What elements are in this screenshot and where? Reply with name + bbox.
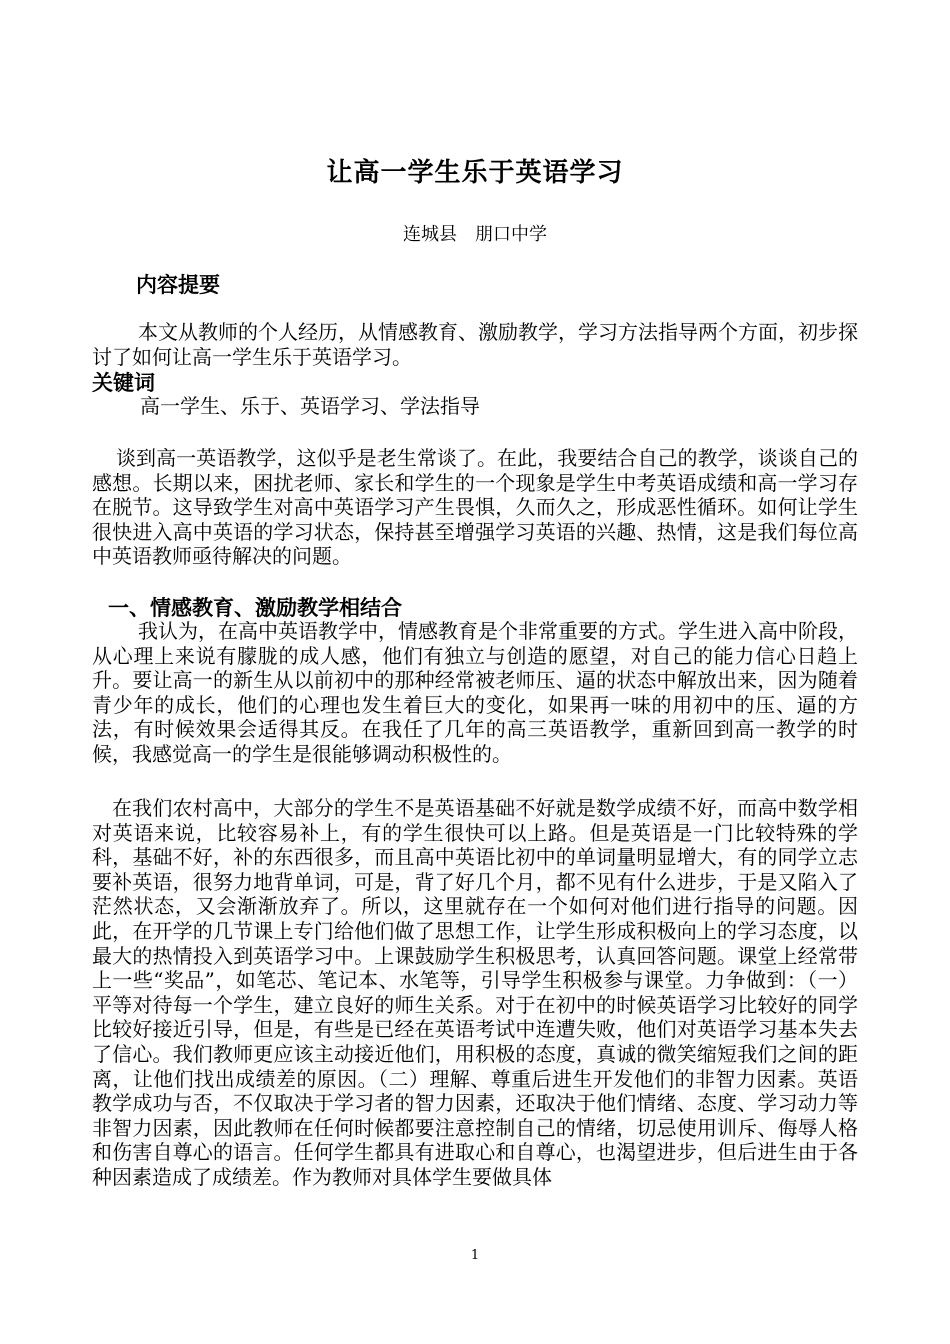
keywords-heading: 关键词 — [92, 371, 155, 395]
abstract-heading: 内容提要 — [136, 273, 220, 297]
section-1-paragraph-2: 在我们农村高中，大部分的学生不是英语基础不好就是数学成绩不好，而高中数学相对英语来说，比较容易补上，有的学生很快可以上路。但是英语是一门比较特殊的学科，基础不好，补的东西很多，而且高中英语比初中的单词量明显增大，有的同学立志要补英语，很努力地背单词，可是，背了好几个月，都不见有什么进步，于是又陷入了茫然状态，又会渐渐放弃了。所以，这里就存在一个如何对他们进行指导的问题。因此，在开学的几节课上专门给他们做了思想工作，让学生形成积极向上的学习态度，以最大的热情投入到英语学习中。上课鼓励学生积极思考，认真回答问题。课堂上经常带上一些“奖品”，如笔芯、笔记本、水笔等，引导学生积极参与课堂。力争做到：（一）平等对待每一个学生，建立良好的师生关系。对于在初中的时候英语学习比较好的同学比较好接近引导，但是，有些是已经在英语考试中连遭失败，他们对英语学习基本失去了信心。我们教师更应该主动接近他们，用积极的态度，真诚的微笑缩短我们之间的距离，让他们找出成绩差的原因。（二）理解、尊重后进生开发他们的非智力因素。英语教学成功与否，不仅取决于学习者的智力因素，还取决于他们情绪、态度、学习动力等非智力因素，因此教师在任何时候都要注意控制自己的情绪，切忌使用训斥、侮辱人格和伤害自尊心的语言。任何学生都具有进取心和自尊心，也渴望进步，但后进生由于各种因素造成了成绩差。作为教师对具体学生要做具体 — [92, 796, 858, 1189]
document-title: 让高一学生乐于英语学习 — [326, 158, 624, 188]
author-county: 连城县 — [403, 224, 457, 245]
keywords-text: 高一学生、乐于、英语学习、学法指导 — [140, 394, 480, 418]
author-school: 朋口中学 — [475, 224, 547, 245]
author-line — [0, 222, 950, 248]
section-1-heading: 一、情感教育、激励教学相结合 — [108, 596, 402, 620]
abstract-text: 本文从教师的个人经历，从情感教育、激励教学，学习方法指导两个方面，初步探讨了如何让高一学生乐于英语学习。 — [92, 320, 858, 369]
section-1-paragraph-1: 我认为，在高中英语教学中，情感教育是个非常重要的方式。学生进入高中阶段，从心理上来说有朦胧的成人感，他们有独立与创造的愿望，对自己的能力信心日趋上升。要让高一的新生从以前初中的那种经常被老师压、逼的状态中解放出来，因为随着青少年的成长，他们的心理也发生着巨大的变化，如果再一味的用初中的压、逼的方法，有时候效果会适得其反。在我任了几年的高三英语教学，重新回到高一教学的时候，我感觉高一的学生是很能够调动积极性的。 — [92, 619, 858, 766]
intro-paragraph: 谈到高一英语教学，这似乎是老生常谈了。在此，我要结合自己的教学，谈谈自己的感想。长期以来，困扰老师、家长和学生的一个现象是学生中考英语成绩和高一学习存在脱节。这导致学生对高中英语学习产生畏惧，久而久之，形成恶性循环。如何让学生很快进入高中英语的学习状态，保持甚至增强学习英语的兴趣、热情，这是我们每位高中英语教师亟待解决的问题。 — [92, 446, 858, 569]
page-number: 1 — [470, 1248, 480, 1263]
